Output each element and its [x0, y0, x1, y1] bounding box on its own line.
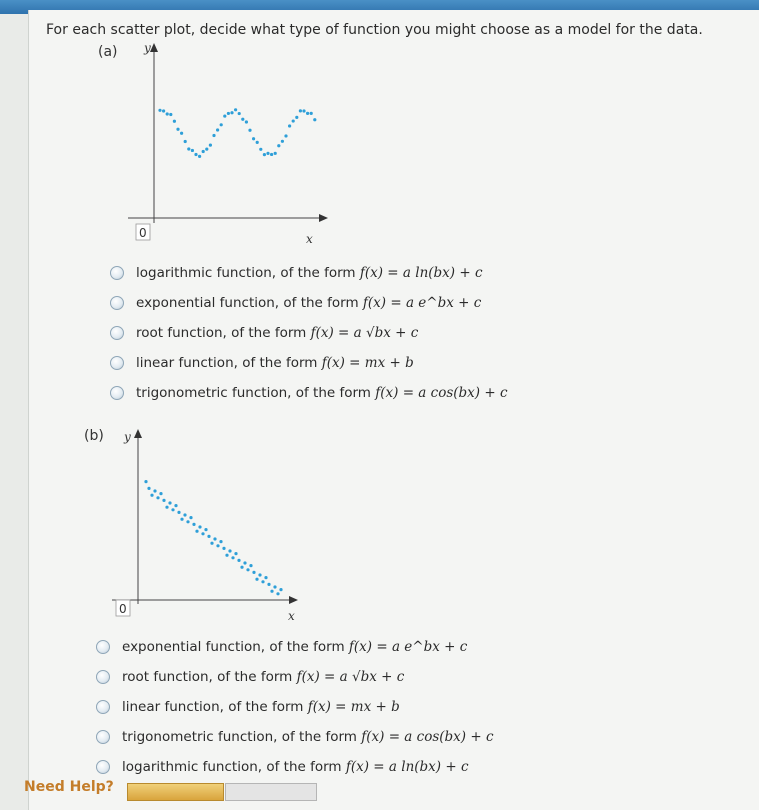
scatter-point	[187, 147, 190, 150]
scatter-point	[266, 152, 269, 155]
scatter-point	[180, 132, 183, 135]
scatter-point	[228, 549, 231, 552]
scatter-point	[212, 134, 215, 137]
scatter-point	[238, 112, 241, 115]
scatter-point	[210, 542, 213, 545]
scatter-point	[249, 564, 252, 567]
scatter-point	[220, 123, 223, 126]
scatter-point	[234, 552, 237, 555]
scatter-point	[216, 544, 219, 547]
data-points-a	[158, 108, 316, 158]
instruction-text: For each scatter plot, decide what type of function you might choose as a model for the data.	[46, 22, 703, 38]
scatter-point	[176, 128, 179, 131]
radio-button[interactable]	[110, 356, 124, 370]
scatter-point	[209, 144, 212, 147]
scatter-point	[184, 140, 187, 143]
scatter-point	[292, 119, 295, 122]
scatter-point	[267, 583, 270, 586]
read-it-button[interactable]	[127, 783, 224, 801]
scatter-point	[281, 140, 284, 143]
scatter-point	[169, 113, 172, 116]
scatter-point	[186, 520, 189, 523]
scatter-point	[198, 155, 201, 158]
option-b-linear[interactable]: linear function, of the form f(x) = mx + b	[96, 692, 494, 722]
scatter-point	[159, 492, 162, 495]
scatter-point	[274, 152, 277, 155]
scatter-point	[270, 590, 273, 593]
scatter-point	[173, 120, 176, 123]
scatter-point	[277, 144, 280, 147]
scatter-point	[234, 108, 237, 111]
scatter-point	[245, 120, 248, 123]
scatter-point	[313, 118, 316, 121]
y-axis-label: y	[124, 430, 131, 444]
option-a-logarithmic[interactable]: logarithmic function, of the form f(x) = a ln(bx) + c	[110, 258, 508, 288]
radio-button[interactable]	[110, 386, 124, 400]
radio-button[interactable]	[96, 730, 110, 744]
scatter-point	[180, 518, 183, 521]
options-b	[96, 632, 494, 782]
scatter-point	[241, 118, 244, 121]
scatter-point	[201, 532, 204, 535]
scatter-point	[150, 494, 153, 497]
scatter-point	[230, 111, 233, 114]
scatter-point	[288, 124, 291, 127]
scatter-point	[231, 556, 234, 559]
scatter-point	[270, 153, 273, 156]
x-axis-label: x	[306, 232, 313, 246]
scatter-point	[279, 588, 282, 591]
data-points-b	[144, 480, 282, 595]
scatter-point	[192, 523, 195, 526]
scatter-point	[227, 112, 230, 115]
scatter-point	[189, 516, 192, 519]
scatter-point	[255, 578, 258, 581]
scatter-point	[166, 112, 169, 115]
scatter-point	[191, 149, 194, 152]
radio-button[interactable]	[96, 700, 110, 714]
scatter-point	[310, 112, 313, 115]
option-a-linear[interactable]: linear function, of the form f(x) = mx + b	[110, 348, 508, 378]
scatter-point	[171, 508, 174, 511]
scatter-point	[165, 506, 168, 509]
scatter-point	[213, 537, 216, 540]
scatter-point	[284, 134, 287, 137]
scatter-point	[204, 528, 207, 531]
scatter-point	[153, 489, 156, 492]
part-a-label: (a)	[98, 44, 118, 60]
scatter-point	[202, 150, 205, 153]
scatter-plot-a	[118, 38, 338, 257]
option-a-exponential[interactable]: exponential function, of the form f(x) = a e^bx + c	[110, 288, 508, 318]
radio-button[interactable]	[110, 296, 124, 310]
scatter-point	[223, 114, 226, 117]
option-b-logarithmic[interactable]: logarithmic function, of the form f(x) = a ln(bx) + c	[96, 752, 494, 782]
scatter-point	[261, 580, 264, 583]
scatter-point	[144, 480, 147, 483]
scatter-point	[240, 566, 243, 569]
option-b-exponential[interactable]: exponential function, of the form f(x) = a e^bx + c	[96, 632, 494, 662]
scatter-point	[299, 109, 302, 112]
scatter-point	[156, 496, 159, 499]
watch-it-button[interactable]	[225, 783, 317, 801]
scatter-point	[246, 568, 249, 571]
scatter-point	[205, 148, 208, 151]
scatter-point	[198, 525, 201, 528]
scatter-point	[177, 511, 180, 514]
radio-button[interactable]	[96, 640, 110, 654]
scatter-point	[302, 109, 305, 112]
option-a-trigonometric[interactable]: trigonometric function, of the form f(x) = a cos(bx) + c	[110, 378, 508, 408]
scatter-point	[259, 148, 262, 151]
scatter-point	[195, 530, 198, 533]
scatter-point	[162, 109, 165, 112]
radio-button[interactable]	[110, 266, 124, 280]
scatter-point	[263, 153, 266, 156]
scatter-point	[216, 128, 219, 131]
radio-button[interactable]	[110, 326, 124, 340]
x-axis-label: x	[288, 609, 295, 623]
scatter-point	[168, 501, 171, 504]
scatter-point	[264, 576, 267, 579]
radio-button[interactable]	[96, 670, 110, 684]
scatter-point	[222, 547, 225, 550]
options-a	[110, 258, 508, 408]
scatter-point	[207, 535, 210, 538]
scatter-point	[306, 112, 309, 115]
origin-label: 0	[119, 602, 127, 616]
scatter-point	[258, 573, 261, 576]
need-help-label: Need Help?	[24, 779, 114, 795]
scatter-point	[248, 129, 251, 132]
scatter-point	[162, 499, 165, 502]
option-b-root[interactable]: root function, of the form f(x) = a √bx + c	[96, 662, 494, 692]
scatter-plot-b	[102, 424, 312, 638]
option-b-trigonometric[interactable]: trigonometric function, of the form f(x) = a cos(bx) + c	[96, 722, 494, 752]
scatter-point	[219, 540, 222, 543]
scatter-point	[237, 559, 240, 562]
scatter-point	[225, 554, 228, 557]
scatter-point	[252, 137, 255, 140]
scatter-point	[273, 585, 276, 588]
scatter-point	[183, 513, 186, 516]
scatter-point	[276, 592, 279, 595]
scatter-point	[147, 487, 150, 490]
option-a-root[interactable]: root function, of the form f(x) = a √bx + c	[110, 318, 508, 348]
part-b-label: (b)	[84, 428, 104, 444]
y-axis-label: y	[144, 41, 151, 55]
scatter-point	[252, 571, 255, 574]
scatter-point	[174, 504, 177, 507]
scatter-point	[256, 141, 259, 144]
radio-button[interactable]	[96, 760, 110, 774]
origin-label: 0	[139, 226, 147, 240]
scatter-point	[295, 116, 298, 119]
scatter-point	[158, 109, 161, 112]
scatter-point	[243, 561, 246, 564]
scatter-point	[194, 153, 197, 156]
